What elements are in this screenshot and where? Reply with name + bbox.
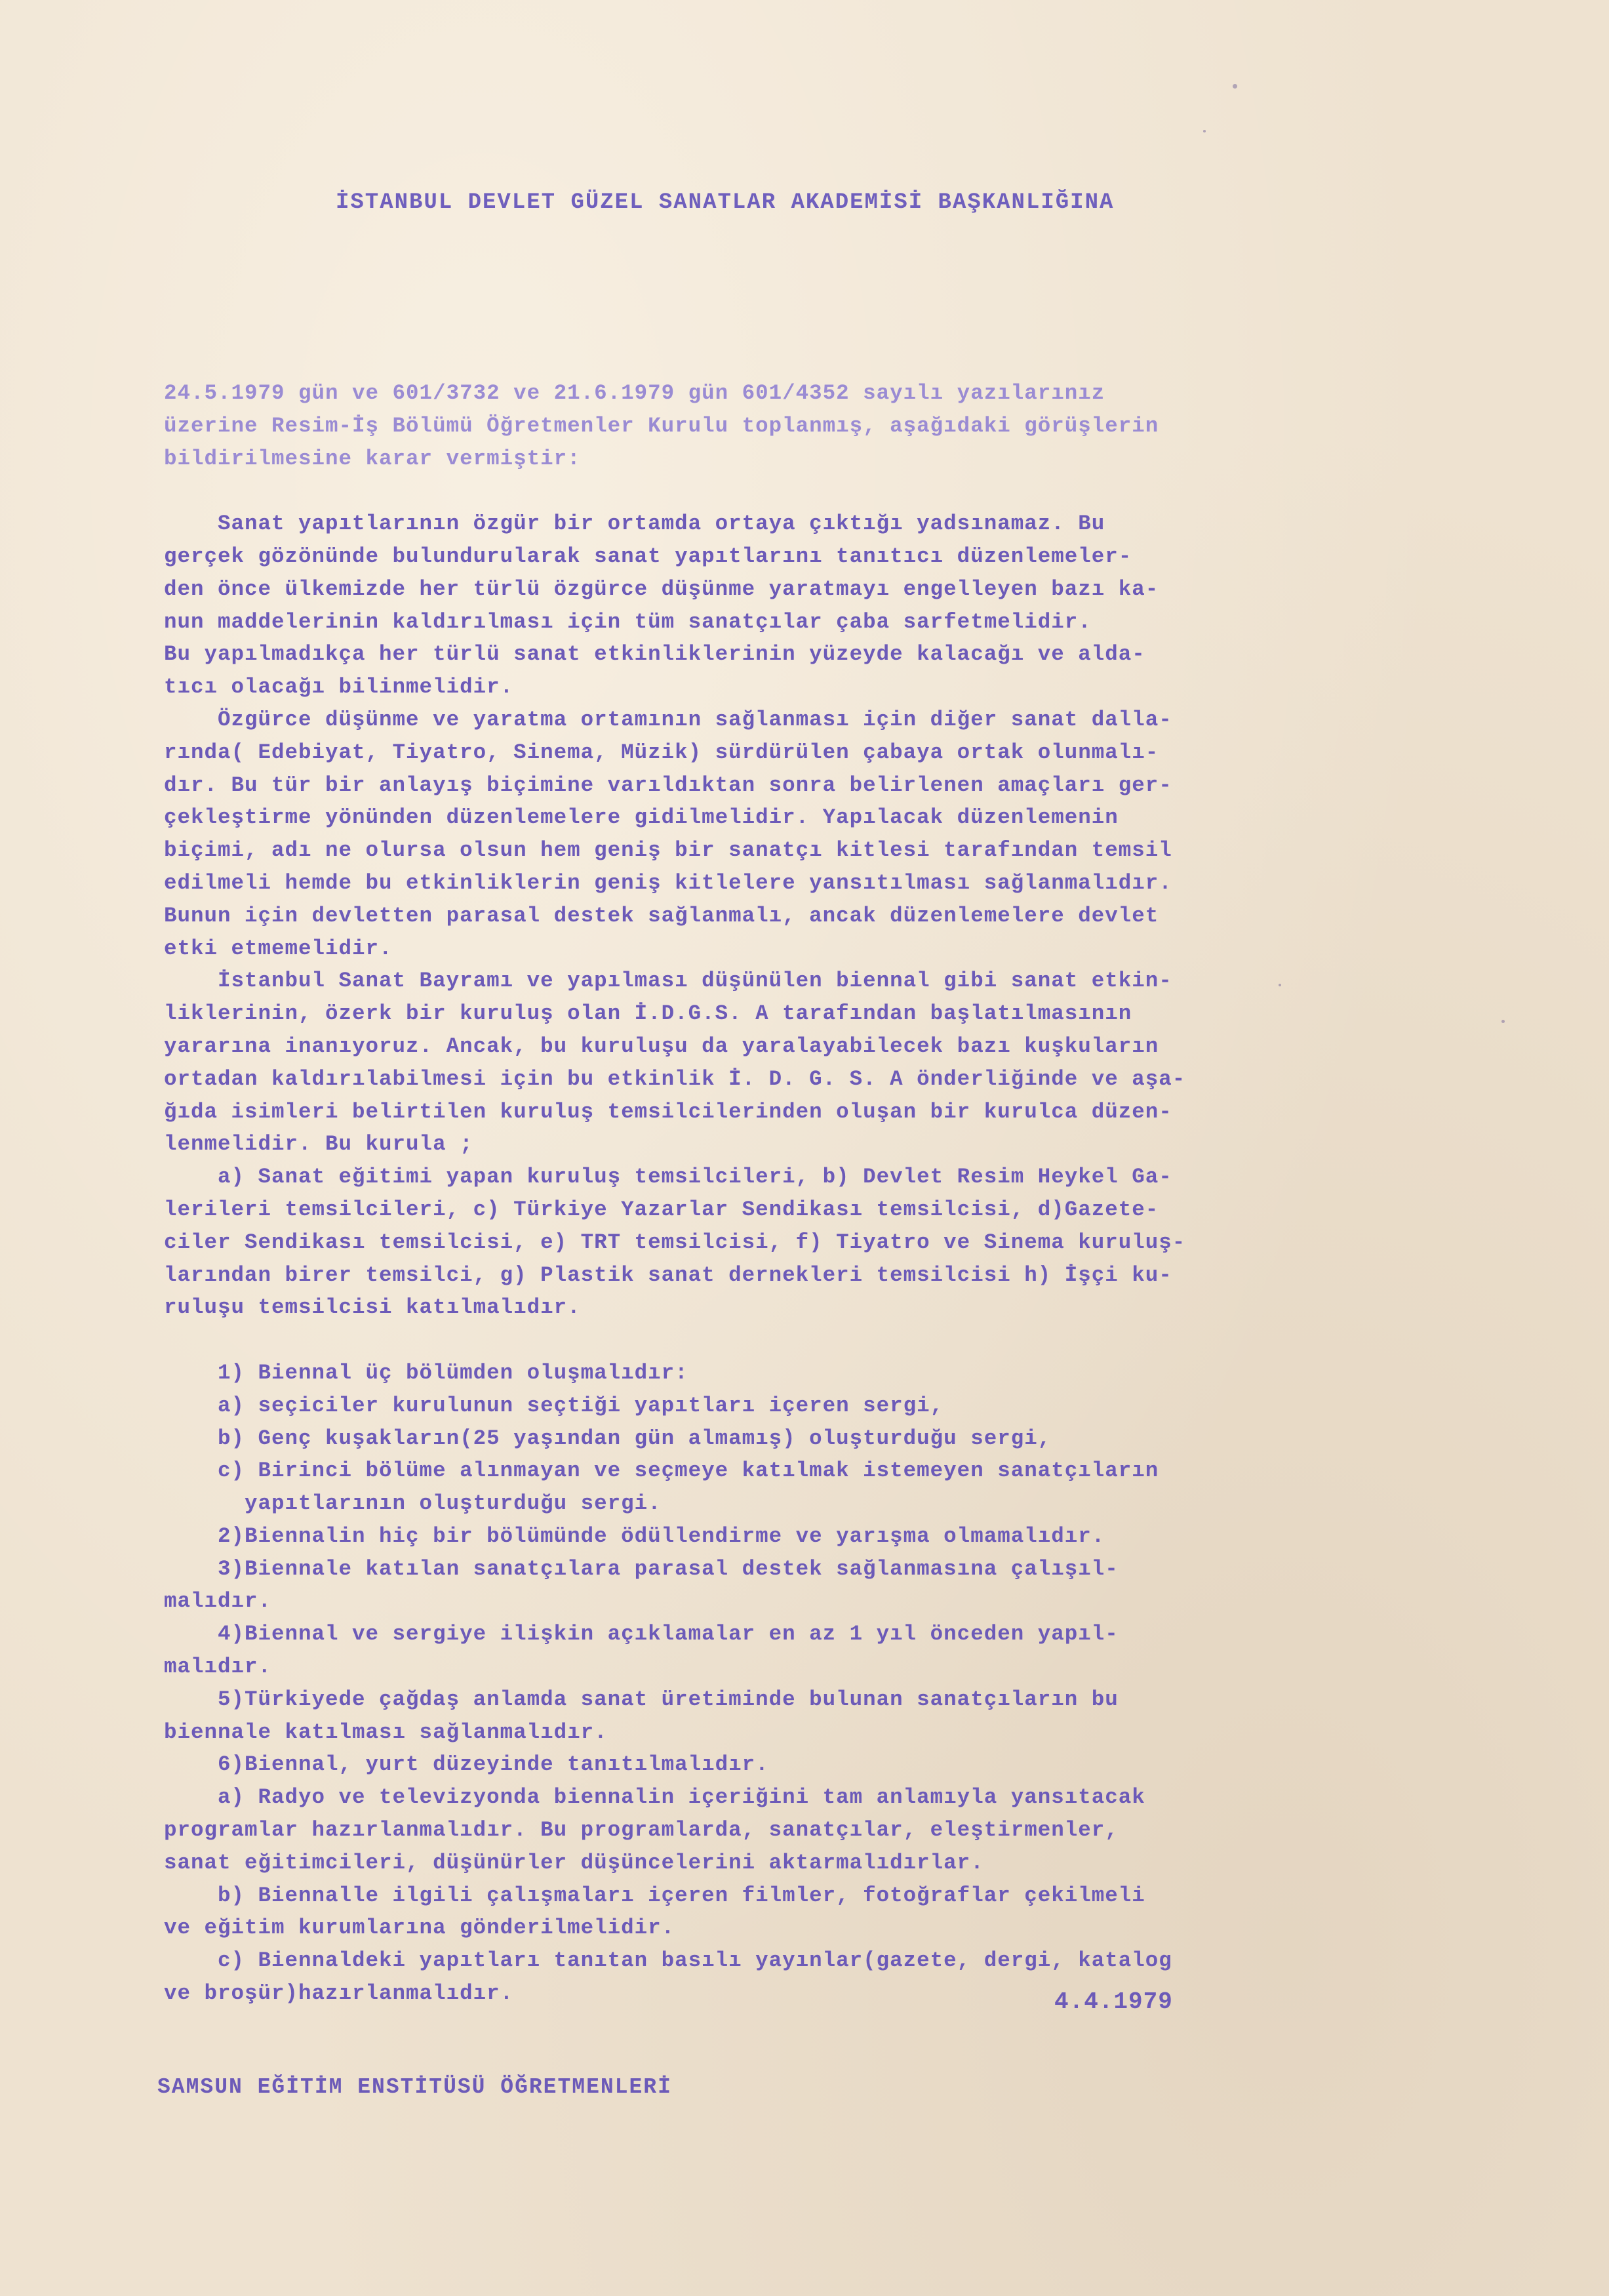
document-body-line: ortadan kaldırılabilmesi için bu etkinlik İ. D. G. S. A önderliğinde ve aşa- [164, 1066, 1186, 1091]
document-body-line: a) Radyo ve televizyonda biennalin içeriğini tam anlamıyla yansıtacak [164, 1785, 1145, 1810]
document-body-line: larından birer temsilci, g) Plastik sanat dernekleri temsilcisi h) İşçi ku- [164, 1262, 1172, 1287]
document-header: İSTANBUL DEVLET GÜZEL SANATLAR AKADEMİSİ BAŞKANLIĞINA [336, 190, 1115, 215]
paper-speck [1279, 984, 1281, 986]
document-body-line: biennale katılması sağlanmalıdır. [164, 1720, 608, 1744]
document-body-line [164, 475, 1185, 508]
document-body-line: 3)Biennale katılan sanatçılara parasal destek sağlanmasına çalışıl- [164, 1556, 1119, 1581]
document-body-line: İstanbul Sanat Bayramı ve yapılması düşünülen biennal gibi sanat etkin- [164, 969, 1172, 994]
document-body-line: Bu yapılmadıkça her türlü sanat etkinliklerinin yüzeyde kalacağı ve alda- [164, 642, 1145, 667]
document-body-line: Özgürce düşünme ve yaratma ortamının sağlanması için diğer sanat dalla- [164, 707, 1172, 732]
document-body-line: ruluşu temsilcisi katılmalıdır. [164, 1295, 581, 1320]
document-body [164, 377, 1185, 2010]
document-body-line: programlar hazırlanmalıdır. Bu programlarda, sanatçılar, eleştirmenler, [164, 1818, 1119, 1843]
document-body-line: yapıtlarının oluşturduğu sergi. [164, 1491, 662, 1516]
document-body-line: 6)Biennal, yurt düzeyinde tanıtılmalıdır. [164, 1752, 769, 1777]
document-body-line: c) Birinci bölüme alınmayan ve seçmeye katılmak istemeyen sanatçıların [164, 1459, 1159, 1483]
document-body-line: yararına inanıyoruz. Ancak, bu kuruluşu da yaralayabilecek bazı kuşkuların [164, 1034, 1159, 1058]
document-body-line: 24.5.1979 gün ve 601/3732 ve 21.6.1979 gün 601/4352 sayılı yazılarınız [164, 381, 1105, 405]
document-body-line: 5)Türkiyede çağdaş anlamda sanat üretiminde bulunan sanatçıların bu [164, 1687, 1119, 1712]
document-body-line: bildirilmesine karar vermiştir: [164, 446, 581, 471]
paper-speck [1233, 84, 1237, 89]
document-body-line: üzerine Resim-İş Bölümü Öğretmenler Kurulu toplanmış, aşağıdaki görüşlerin [164, 413, 1159, 438]
document-body-line: rında( Edebiyat, Tiyatro, Sinema, Müzik) sürdürülen çabaya ortak olunmalı- [164, 740, 1159, 765]
document-body-line: malıdır. [164, 1589, 272, 1614]
document-body-line: c) Biennaldeki yapıtları tanıtan basılı yayınlar(gazete, dergi, katalog [164, 1948, 1172, 1973]
document-body-line: b) Genç kuşakların(25 yaşından gün almamış) oluşturduğu sergi, [164, 1426, 1052, 1451]
document-body-line: 4)Biennal ve sergiye ilişkin açıklamalar en az 1 yıl önceden yapıl- [164, 1622, 1119, 1647]
document-body-line [164, 1324, 1185, 1357]
document-body-line: tıcı olacağı bilinmelidir. [164, 675, 514, 700]
document-body-line: a) Sanat eğitimi yapan kuruluş temsilcileri, b) Devlet Resim Heykel Ga- [164, 1165, 1172, 1190]
document-body-line: a) seçiciler kurulunun seçtiği yapıtları içeren sergi, [164, 1393, 944, 1418]
document-body-line: dır. Bu tür bir anlayış biçimine varıldıktan sonra belirlenen amaçları ger- [164, 773, 1172, 797]
document-body-line: gerçek gözönünde bulundurularak sanat yapıtlarını tanıtıcı düzenlemeler- [164, 544, 1132, 569]
document-body-line: nun maddelerinin kaldırılması için tüm sanatçılar çaba sarfetmelidir. [164, 609, 1092, 634]
document-date: 4.4.1979 [1054, 1988, 1173, 2015]
document-body-line: b) Biennalle ilgili çalışmaları içeren filmler, fotoğraflar çekilmeli [164, 1883, 1145, 1908]
document-signature: SAMSUN EĞİTİM ENSTİTÜSÜ ÖĞRETMENLERİ [157, 2075, 672, 2099]
document-body-line: ciler Sendikası temsilcisi, e) TRT temsilcisi, f) Tiyatro ve Sinema kuruluş- [164, 1230, 1186, 1255]
document-body-line: sanat eğitimcileri, düşünürler düşüncelerini aktarmalıdırlar. [164, 1850, 984, 1875]
document-body-line: çekleştirme yönünden düzenlemelere gidilmelidir. Yapılacak düzenlemenin [164, 805, 1119, 830]
document-body-line: 2)Biennalin hiç bir bölümünde ödüllendirme ve yarışma olmamalıdır. [164, 1523, 1105, 1548]
paper-speck [1203, 130, 1206, 132]
document-body-line: den önce ülkemizde her türlü özgürce düşünme yaratmayı engelleyen bazı ka- [164, 576, 1159, 601]
paper-speck [1501, 1020, 1505, 1023]
document-body-line: ve broşür)hazırlanmalıdır. [164, 1981, 514, 2006]
document-body-line: malıdır. [164, 1655, 272, 1680]
document-body-line: etki etmemelidir. [164, 936, 393, 961]
document-body-line: biçimi, adı ne olursa olsun hem geniş bir sanatçı kitlesi tarafından temsil [164, 838, 1172, 863]
document-body-line: edilmeli hemde bu etkinliklerin geniş kitlelere yansıtılması sağlanmalıdır. [164, 870, 1172, 895]
document-body-line: 1) Biennal üç bölümden oluşmalıdır: [164, 1360, 688, 1385]
document-body-line: ve eğitim kurumlarına gönderilmelidir. [164, 1916, 675, 1941]
document-body-line: liklerinin, özerk bir kuruluş olan İ.D.G.S. A tarafından başlatılmasının [164, 1001, 1132, 1026]
document-body-line: lenmelidir. Bu kurula ; [164, 1132, 473, 1157]
document-body-line: Bunun için devletten parasal destek sağlanmalı, ancak düzenlemelere devlet [164, 903, 1159, 928]
document-body-line: Sanat yapıtlarının özgür bir ortamda ortaya çıktığı yadsınamaz. Bu [164, 512, 1105, 536]
document-body-line: lerileri temsilcileri, c) Türkiye Yazarlar Sendikası temsilcisi, d)Gazete- [164, 1197, 1159, 1222]
document-body-line: ğıda isimleri belirtilen kuruluş temsilcilerinden oluşan bir kurulca düzen- [164, 1099, 1172, 1124]
